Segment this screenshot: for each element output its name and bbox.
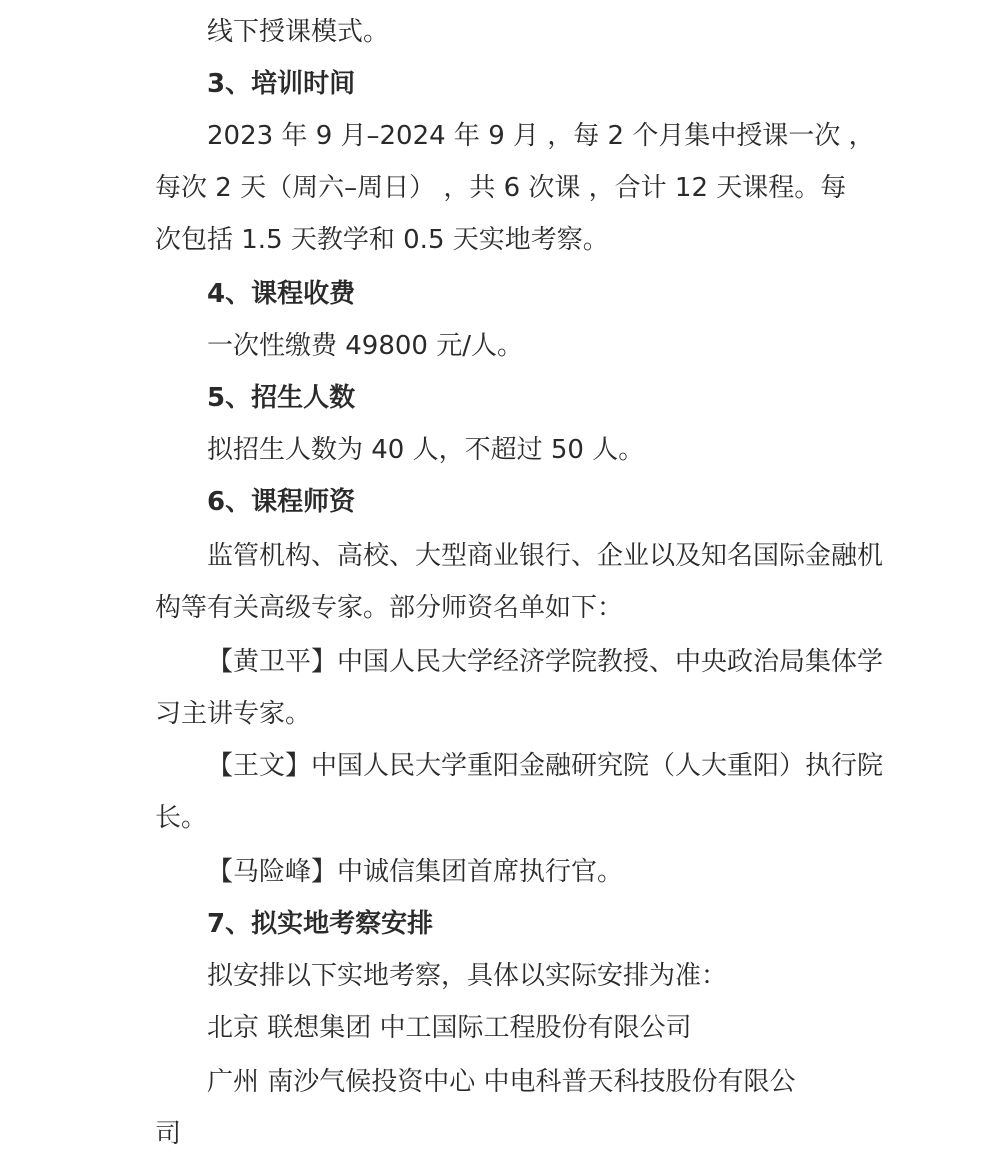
paragraph-line: 每次 2 天（周六–周日） ，共 6 次课 ，合计 12 天课程。每 [155,173,847,203]
paragraph-line: 北京 联想集团 中工国际工程股份有限公司 [207,1013,692,1043]
paragraph-line: 监管机构、高校、大型商业银行、企业以及知名国际金融机 [207,541,884,571]
paragraph-line: 【马险峰】中诚信集团首席执行官。 [207,857,624,887]
paragraph-line: 【黄卫平】中国人民大学经济学院教授、中央政治局集体学 [207,647,884,677]
paragraph-line: 构等有关高级专家。部分师资名单如下： [155,593,624,623]
paragraph-line: 长。 [155,803,208,833]
paragraph-line: 一次性缴费 49800 元/人。 [207,331,523,361]
paragraph-line: 线下授课模式。 [207,17,390,47]
section-heading-faculty: 6、课程师资 [207,487,356,517]
paragraph-line: 2023 年 9 月–2024 年 9 月 ，每 2 个月集中授课一次 ， [207,121,875,151]
section-heading-site-visits: 7、拟实地考察安排 [207,909,434,939]
paragraph-line: 拟招生人数为 40 人，不超过 50 人。 [207,435,645,465]
paragraph-line: 习主讲专家。 [155,699,312,729]
paragraph-line: 拟安排以下实地考察，具体以实际安排为准： [207,961,728,991]
paragraph-line: 【王文】中国人民大学重阳金融研究院（人大重阳）执行院 [207,751,884,781]
section-heading-training-time: 3、培训时间 [207,69,356,99]
section-heading-course-fee: 4、课程收费 [207,279,356,309]
paragraph-line: 广州 南沙气候投资中心 中电科普天科技股份有限公 [207,1067,796,1097]
paragraph-line: 次包括 1.5 天教学和 0.5 天实地考察。 [155,225,609,255]
paragraph-line: 司 [155,1119,182,1149]
section-heading-enrollment: 5、招生人数 [207,383,356,413]
